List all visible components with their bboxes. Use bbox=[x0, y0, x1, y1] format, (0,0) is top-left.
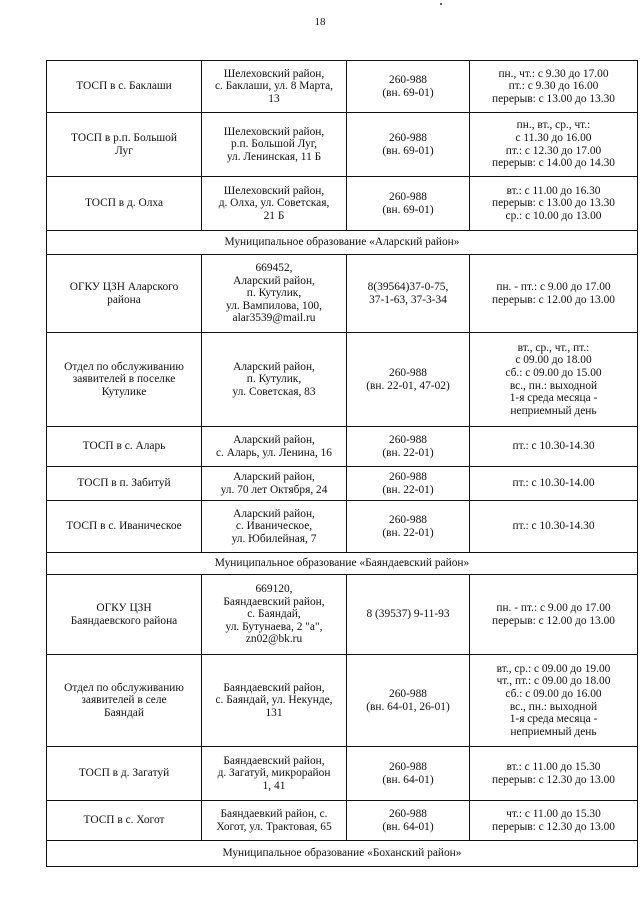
office-hours-line: 1-я среда месяца - bbox=[509, 392, 598, 405]
office-hours-line: пт.: с 10.30-14.00 bbox=[512, 477, 595, 490]
table-row bbox=[47, 61, 638, 113]
office-phone-line: 260-988 bbox=[389, 190, 427, 203]
office-phone bbox=[347, 333, 470, 427]
office-address-line: 131 bbox=[265, 706, 283, 719]
office-phone-line: (вн. 22-01) bbox=[382, 526, 434, 539]
office-phone bbox=[347, 575, 470, 655]
office-name-line: заявителей в поселке bbox=[72, 373, 176, 386]
office-phone bbox=[347, 61, 470, 113]
office-hours-line: вт.: с 11.00 до 16.30 bbox=[506, 184, 601, 197]
office-hours-line: пт.: с 10.30-14.30 bbox=[512, 440, 595, 453]
office-hours bbox=[470, 801, 638, 841]
office-hours-line: перерыв: с 13.00 до 13.30 bbox=[492, 197, 615, 210]
office-name-line: ТОСП в д. Загатуй bbox=[78, 767, 170, 780]
office-address-line: 13 bbox=[268, 92, 280, 105]
office-address-line: Аларский район, bbox=[233, 274, 315, 287]
section-title: Муниципальное образование «Боханский район» bbox=[47, 841, 638, 867]
scan-speck bbox=[440, 3, 442, 5]
office-name-line: ОГКУ ЦЗН bbox=[96, 601, 152, 614]
office-address-line: ул. Бутунаева, 2 "а", bbox=[225, 620, 323, 633]
office-address-line: с. Иваническое, bbox=[235, 520, 313, 533]
office-address-line: п. Кутулик, bbox=[246, 373, 302, 386]
office-address-line: 21 Б bbox=[263, 209, 285, 222]
office-address-line: р.п. Большой Луг, bbox=[230, 138, 318, 151]
office-name bbox=[47, 501, 202, 553]
office-phone-line: (вн. 64-01) bbox=[382, 773, 434, 786]
office-address bbox=[202, 467, 347, 501]
office-hours-line: вс., пн.: выходной bbox=[509, 700, 598, 713]
office-hours-line: сб.: с 09.00 до 16.00 bbox=[505, 687, 602, 700]
offices-table bbox=[46, 60, 638, 867]
office-name bbox=[47, 61, 202, 113]
table-row bbox=[47, 255, 638, 333]
office-hours-line: неприемный день bbox=[510, 404, 597, 417]
office-phone-line: 260-988 bbox=[389, 433, 427, 446]
office-address-line: д. Олха, ул. Советская, bbox=[218, 197, 330, 210]
office-address-line: с. Баяндай, bbox=[247, 608, 301, 621]
office-hours-line: перерыв: с 12.00 до 13.00 bbox=[492, 293, 615, 306]
table-row bbox=[47, 113, 638, 177]
office-hours-line: с 11.30 до 16.00 bbox=[515, 131, 592, 144]
office-hours-line: перерыв: с 12.30 до 13.00 bbox=[492, 820, 615, 833]
office-hours-line: вт., ср.: с 09.00 до 19.00 bbox=[496, 662, 611, 675]
office-name-line: ТОСП в д. Олха bbox=[84, 197, 164, 210]
office-address-line: 669452, bbox=[255, 262, 293, 275]
office-address bbox=[202, 575, 347, 655]
office-name-line: ТОСП в р.п. Большой bbox=[71, 131, 177, 144]
office-address-line: д. Загатуй, микрорайон bbox=[217, 767, 331, 780]
office-address-line: 669120, bbox=[255, 583, 293, 596]
office-name-line: Кутулике bbox=[101, 385, 147, 398]
office-hours-line: вс., пн.: выходной bbox=[509, 379, 598, 392]
office-name bbox=[47, 467, 202, 501]
office-name-line: Баяндаевского района bbox=[70, 614, 178, 627]
office-hours-line: пн. - пт.: с 9.00 до 17.00 bbox=[496, 280, 611, 293]
office-hours bbox=[470, 333, 638, 427]
office-phone bbox=[347, 747, 470, 801]
table-row bbox=[47, 177, 638, 231]
office-phone bbox=[347, 255, 470, 333]
office-name bbox=[47, 655, 202, 747]
office-address-line: Шелеховский район, bbox=[223, 184, 325, 197]
office-name-line: Луг bbox=[115, 144, 133, 157]
office-name-line: района bbox=[107, 293, 141, 306]
office-address-line: п. Кутулик, bbox=[246, 287, 302, 300]
office-hours bbox=[470, 747, 638, 801]
office-phone-line: 260-988 bbox=[389, 366, 427, 379]
office-address-line: Баяндаевкий район, с. bbox=[220, 807, 328, 820]
office-address-line: Баяндаевский район, bbox=[223, 595, 325, 608]
office-address-line: Аларский район, bbox=[233, 507, 315, 520]
office-phone-line: (вн. 64-01, 26-01) bbox=[366, 700, 450, 713]
office-address bbox=[202, 61, 347, 113]
office-name bbox=[47, 333, 202, 427]
office-address-line: ул. Вампилова, 100, bbox=[226, 299, 322, 312]
office-hours bbox=[470, 427, 638, 467]
office-hours-line: вт., ср., чт., пт.: bbox=[517, 341, 590, 354]
office-name bbox=[47, 113, 202, 177]
office-hours-line: пн. - пт.: с 9.00 до 17.00 bbox=[496, 601, 611, 614]
office-name-line: Отдел по обслуживанию bbox=[64, 681, 184, 694]
office-name bbox=[47, 255, 202, 333]
office-address-line: Шелеховский район, bbox=[223, 67, 325, 80]
office-address-line: с. Аларь, ул. Ленина, 16 bbox=[215, 446, 332, 459]
office-phone-line: (вн. 69-01) bbox=[382, 203, 434, 216]
office-name-line: ТОСП в с. Аларь bbox=[82, 440, 166, 453]
page-number: 18 bbox=[314, 16, 326, 28]
office-name-line: ОГКУ ЦЗН Аларского bbox=[69, 280, 179, 293]
office-address bbox=[202, 177, 347, 231]
section-row bbox=[47, 231, 638, 255]
table-row bbox=[47, 747, 638, 801]
office-address-line: Хогот, ул. Трактовая, 65 bbox=[216, 820, 332, 833]
office-hours-line: пт.: с 9.30 до 16.00 bbox=[508, 80, 599, 93]
office-phone-line: 260-988 bbox=[389, 760, 427, 773]
office-hours-line: чт.: с 11.00 до 15.30 bbox=[506, 807, 601, 820]
office-name-line: Баяндай bbox=[104, 706, 144, 719]
table-row bbox=[47, 427, 638, 467]
office-phone-line: 260-988 bbox=[389, 807, 427, 820]
office-hours bbox=[470, 177, 638, 231]
office-name-line: ТОСП в п. Забитуй bbox=[77, 477, 171, 490]
office-hours-line: чт., пт.: с 09.00 до 18.00 bbox=[496, 675, 611, 688]
office-address-line: ул. Советская, 83 bbox=[232, 385, 316, 398]
office-address-line: ул. Юбилейная, 7 bbox=[231, 532, 317, 545]
office-name-line: заявителей в селе bbox=[81, 694, 167, 707]
office-hours bbox=[470, 575, 638, 655]
office-hours bbox=[470, 501, 638, 553]
office-address-line: с. Баклаши, ул. 8 Марта, bbox=[214, 80, 334, 93]
office-phone-line: 260-988 bbox=[389, 73, 427, 86]
table-row bbox=[47, 655, 638, 747]
section-title: Муниципальное образование «Аларский район» bbox=[47, 231, 638, 255]
table-row bbox=[47, 467, 638, 501]
office-hours bbox=[470, 61, 638, 113]
office-address bbox=[202, 501, 347, 553]
office-hours-line: вт.: с 11.00 до 15.30 bbox=[506, 760, 601, 773]
table-row bbox=[47, 501, 638, 553]
office-address bbox=[202, 255, 347, 333]
office-phone-line: (вн. 69-01) bbox=[382, 144, 434, 157]
office-phone bbox=[347, 501, 470, 553]
office-address-line: Баяндаевский район, bbox=[223, 754, 325, 767]
office-phone-line: (вн. 64-01) bbox=[382, 820, 434, 833]
office-phone-line: (вн. 22-01) bbox=[382, 446, 434, 459]
office-hours-line: неприемный день bbox=[510, 725, 597, 738]
office-address-line: 1, 41 bbox=[262, 779, 286, 792]
office-address bbox=[202, 801, 347, 841]
office-hours-line: пт.: с 10.30-14.30 bbox=[512, 520, 595, 533]
office-hours bbox=[470, 467, 638, 501]
office-phone-line: 260-988 bbox=[389, 513, 427, 526]
office-address-line: с. Баяндай, ул. Некунде, bbox=[215, 694, 333, 707]
office-name bbox=[47, 177, 202, 231]
office-phone-line: (вн. 22-01) bbox=[382, 483, 434, 496]
office-phone-line: 260-988 bbox=[389, 470, 427, 483]
office-hours-line: пн., чт.: с 9.30 до 17.00 bbox=[498, 67, 609, 80]
office-hours-line: перерыв: с 14.00 до 14.30 bbox=[492, 157, 615, 170]
table-row bbox=[47, 333, 638, 427]
office-hours-line: пт.: с 12.30 до 17.00 bbox=[505, 144, 602, 157]
office-address-line: ул. 70 лет Октября, 24 bbox=[220, 483, 328, 496]
office-phone-line: 260-988 bbox=[389, 131, 427, 144]
office-address bbox=[202, 333, 347, 427]
office-phone-line: (вн. 69-01) bbox=[382, 86, 434, 99]
office-phone bbox=[347, 177, 470, 231]
office-address-line: Аларский район, bbox=[233, 470, 315, 483]
section-row bbox=[47, 553, 638, 575]
office-hours bbox=[470, 655, 638, 747]
office-name-line: Отдел по обслуживанию bbox=[64, 360, 184, 373]
office-address bbox=[202, 427, 347, 467]
office-hours-line: 1-я среда месяца - bbox=[509, 713, 598, 726]
office-hours-line: перерыв: с 12.00 до 13.00 bbox=[492, 614, 615, 627]
office-phone-line: 37-1-63, 37-3-34 bbox=[369, 293, 447, 306]
office-phone bbox=[347, 467, 470, 501]
section-title: Муниципальное образование «Баяндаевский район» bbox=[47, 553, 638, 575]
office-name bbox=[47, 575, 202, 655]
office-phone bbox=[347, 427, 470, 467]
table-row bbox=[47, 801, 638, 841]
office-phone bbox=[347, 113, 470, 177]
table-row bbox=[47, 575, 638, 655]
office-name bbox=[47, 801, 202, 841]
office-hours bbox=[470, 113, 638, 177]
office-name-line: ТОСП в с. Иваническое bbox=[66, 520, 182, 533]
office-name bbox=[47, 747, 202, 801]
office-hours-line: перерыв: с 13.00 до 13.30 bbox=[492, 92, 615, 105]
office-address-line: Аларский район, bbox=[233, 360, 315, 373]
office-address bbox=[202, 747, 347, 801]
office-phone-line: (вн. 22-01, 47-02) bbox=[366, 379, 450, 392]
office-address bbox=[202, 655, 347, 747]
office-hours-line: пн., вт., ср., чт.: bbox=[516, 119, 591, 132]
office-name bbox=[47, 427, 202, 467]
office-phone-line: 8(39564)37-0-75, bbox=[367, 280, 449, 293]
office-address-line: Аларский район, bbox=[233, 433, 315, 446]
office-hours-line: с 09.00 до 18.00 bbox=[515, 354, 592, 367]
section-row bbox=[47, 841, 638, 867]
office-phone-line: 260-988 bbox=[389, 687, 427, 700]
office-address bbox=[202, 113, 347, 177]
office-address-line: Баяндаевский район, bbox=[223, 681, 325, 694]
office-phone bbox=[347, 655, 470, 747]
office-phone-line: 8 (39537) 9-11-93 bbox=[366, 608, 450, 621]
office-hours bbox=[470, 255, 638, 333]
office-hours-line: перерыв: с 12.30 до 13.00 bbox=[492, 773, 615, 786]
office-address-line: ул. Ленинская, 11 Б bbox=[226, 150, 322, 163]
office-hours-line: ср.: с 10.00 до 13.00 bbox=[505, 209, 602, 222]
table-body bbox=[47, 61, 638, 867]
office-address-line: zn02@bk.ru bbox=[245, 633, 303, 646]
office-address-line: alar3539@mail.ru bbox=[232, 312, 316, 325]
office-phone bbox=[347, 801, 470, 841]
office-hours-line: сб.: с 09.00 до 15.00 bbox=[505, 366, 602, 379]
office-name-line: ТОСП в с. Хогот bbox=[83, 814, 165, 827]
office-name-line: ТОСП в с. Баклаши bbox=[76, 80, 172, 93]
office-address-line: Шелеховский район, bbox=[223, 125, 325, 138]
